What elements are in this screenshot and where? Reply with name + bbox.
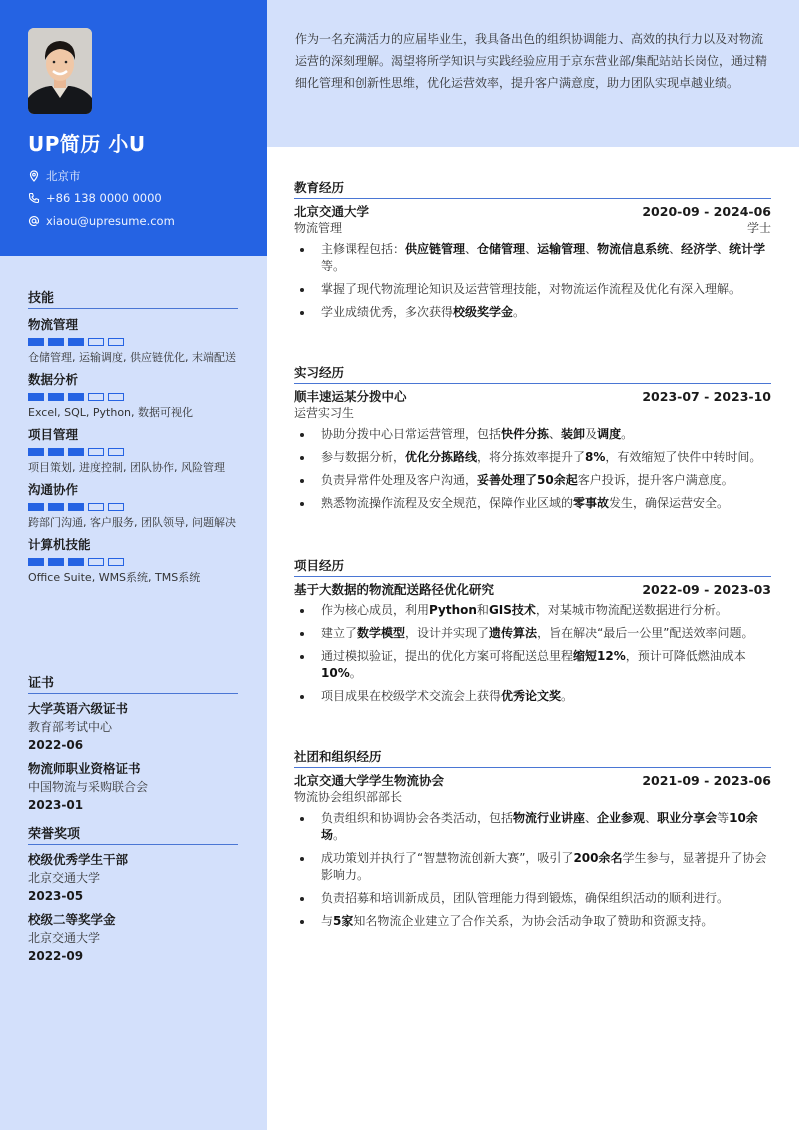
major: 物流管理: [294, 221, 343, 235]
internship-org: 顺丰速运某分拨中心: [294, 389, 407, 404]
project-section: [294, 556, 771, 711]
bullet-item: 负责异常件处理及客户沟通，妥善处理了50余起客户投诉，提升客户满意度。: [294, 472, 771, 489]
internship-role: 运营实习生: [294, 406, 355, 420]
skill-name: 计算机技能: [28, 537, 91, 552]
award-issuer: 北京交通大学: [28, 931, 101, 945]
bullet-item: 参与数据分析，优化分拣路线，将分拣效率提升了8%，有效缩短了快件中转时间。: [294, 449, 771, 466]
certificate-issuer: 教育部考试中心: [28, 720, 113, 734]
club-bullets: [294, 810, 771, 930]
award-date: 2022-09: [28, 949, 84, 963]
contact-email: [28, 214, 175, 228]
skill-name: 沟通协作: [28, 482, 79, 497]
award-issuer: 北京交通大学: [28, 871, 101, 885]
bullet-item: 通过模拟验证，提出的优化方案可将配送总里程缩短12%，预计可降低燃油成本10%。: [294, 648, 771, 682]
avatar: [28, 28, 92, 114]
bullet-item: 负责招募和培训新成员，团队管理能力得到锻炼，确保组织活动的顺利进行。: [294, 890, 771, 907]
project-date: 2022-09 - 2023-03: [642, 582, 771, 597]
phone-text: +86 138 0000 0000: [46, 191, 162, 205]
education-title: 教育经历: [294, 178, 771, 199]
skill-item: [28, 370, 238, 421]
award-name: 校级优秀学生干部: [28, 852, 129, 867]
bullet-item: 主修课程包括：供应链管理、仓储管理、运输管理、物流信息系统、经济学、统计学等。: [294, 241, 771, 275]
skill-desc: 跨部门沟通, 客户服务, 团队领导, 问题解决: [28, 516, 236, 529]
profile-header: [0, 0, 267, 256]
certificate-item: [28, 700, 238, 754]
email-at-icon: [28, 215, 40, 227]
contact-location: [28, 168, 81, 184]
candidate-name: UP简历 小U: [28, 132, 146, 156]
skill-desc: 仓储管理, 运输调度, 供应链优化, 末端配送: [28, 351, 236, 364]
internship-bullets: [294, 426, 771, 512]
skill-desc: 项目策划, 进度控制, 团队协作, 风险管理: [28, 461, 225, 474]
bullet-item: 学业成绩优秀，多次获得校级奖学金。: [294, 304, 771, 321]
skill-name: 数据分析: [28, 372, 79, 387]
internship-title: 实习经历: [294, 363, 771, 384]
summary-text: 作为一名充满活力的应届毕业生，我具备出色的组织协调能力、高效的执行力以及对物流运营的深刻理解。渴望将所学知识与实践经验应用于京东营业部/集配站站长岗位，通过精细化管理和创新性思维，优化运营效率，提升客户满意度，助力团队实现卓越业绩。: [295, 32, 768, 90]
location-text: 北京市: [46, 169, 81, 183]
sidebar: [0, 0, 267, 1130]
skill-item: [28, 480, 238, 531]
skills-title: 技能: [28, 287, 238, 309]
skill-name: 物流管理: [28, 317, 79, 332]
skill-level-bar: [28, 503, 238, 511]
bullet-item: 项目成果在校级学术交流会上获得优秀论文奖。: [294, 688, 771, 705]
summary-panel: [267, 0, 799, 147]
certificate-item: [28, 760, 238, 814]
skills-section: [28, 287, 238, 590]
skill-level-bar: [28, 558, 238, 566]
project-title: 项目经历: [294, 556, 771, 577]
bullet-item: 协助分拨中心日常运营管理，包括快件分拣、装卸及调度。: [294, 426, 771, 443]
award-item: [28, 911, 238, 965]
bullet-item: 熟悉物流操作流程及安全规范，保障作业区域的零事故发生，确保运营安全。: [294, 495, 771, 512]
skill-item: [28, 425, 238, 476]
education-bullets: [294, 241, 771, 321]
bullet-item: 与5家知名物流企业建立了合作关系，为协会活动争取了赞助和资源支持。: [294, 913, 771, 930]
degree: 学士: [746, 221, 771, 235]
awards-title: 荣誉奖项: [28, 823, 238, 845]
location-pin-icon: [28, 170, 40, 182]
award-name: 校级二等奖学金: [28, 912, 116, 927]
certificate-name: 大学英语六级证书: [28, 701, 129, 716]
skill-level-bar: [28, 448, 238, 456]
club-section: [294, 747, 771, 936]
club-role: 物流协会组织部部长: [294, 790, 403, 804]
skill-item: [28, 535, 238, 586]
bullet-item: 建立了数学模型，设计并实现了遗传算法，旨在解决“最后一公里”配送效率问题。: [294, 625, 771, 642]
skill-desc: Office Suite, WMS系统, TMS系统: [28, 571, 201, 584]
certificate-issuer: 中国物流与采购联合会: [28, 780, 149, 794]
internship-date: 2023-07 - 2023-10: [642, 389, 771, 404]
email-text[interactable]: xiaou@upresume.com: [46, 214, 175, 228]
project-name: 基于大数据的物流配送路径优化研究: [294, 582, 495, 597]
bullet-item: 掌握了现代物流理论知识及运营管理技能，对物流运作流程及优化有深入理解。: [294, 281, 771, 298]
certificate-date: 2023-01: [28, 798, 84, 812]
skill-item: [28, 315, 238, 366]
avatar-photo-icon: [28, 28, 92, 114]
award-date: 2023-05: [28, 889, 84, 903]
certificates-section: [28, 672, 238, 820]
bullet-item: 作为核心成员，利用Python和GIS技术，对某城市物流配送数据进行分析。: [294, 602, 771, 619]
award-item: [28, 851, 238, 905]
certificates-title: 证书: [28, 672, 238, 694]
bullet-item: 成功策划并执行了“智慧物流创新大赛”，吸引了200余名学生参与，显著提升了协会影响力。: [294, 850, 771, 884]
club-title: 社团和组织经历: [294, 747, 771, 768]
internship-section: [294, 363, 771, 518]
contact-phone: [28, 191, 162, 205]
skill-level-bar: [28, 338, 238, 346]
certificate-name: 物流师职业资格证书: [28, 761, 141, 776]
skill-name: 项目管理: [28, 427, 79, 442]
education-section: [294, 178, 771, 327]
awards-section: [28, 823, 238, 971]
project-bullets: [294, 602, 771, 705]
skill-level-bar: [28, 393, 238, 401]
bullet-item: 负责组织和协调协会各类活动，包括物流行业讲座、企业参观、职业分享会等10余场。: [294, 810, 771, 844]
school-name: 北京交通大学: [294, 204, 370, 219]
phone-icon: [28, 192, 40, 204]
club-org: 北京交通大学学生物流协会: [294, 773, 445, 788]
club-date: 2021-09 - 2023-06: [642, 773, 771, 788]
certificate-date: 2022-06: [28, 738, 84, 752]
skill-desc: Excel, SQL, Python, 数据可视化: [28, 406, 194, 419]
education-date: 2020-09 - 2024-06: [642, 204, 771, 219]
